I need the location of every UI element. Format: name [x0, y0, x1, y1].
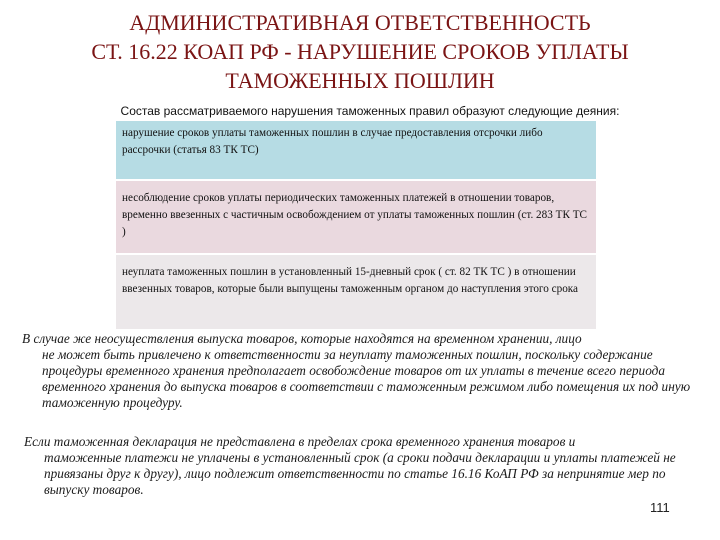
title-line-3: ТАМОЖЕННЫХ ПОШЛИН: [225, 68, 495, 93]
page-number: 111: [650, 500, 670, 515]
paragraph-declaration: [24, 434, 700, 498]
violation-text-2: несоблюдение сроков уплаты периодических таможенных платежей в отношении товаров, временно ввезенных с частичным освобождением от уплаты таможенных пошлин (ст. 283 ТК ТС ): [122, 192, 588, 238]
paragraph-temporary-storage: [22, 331, 698, 411]
violation-text-3: неуплата таможенных пошлин в установленный 15-дневный срок ( ст. 82 ТК ТС ) в отношении ввезенных товаров, которые были выпущены таможенным органом до наступления этого срока: [122, 266, 579, 295]
paragraph-1-body: не может быть привлечено к ответственности за неуплату таможенных пошлин, поскольку содержание процедуры временного хранения предполагает освобождение товаров от их уплаты в течение всего периода временного хранения до выпуска товаров в соответствии с таможенным режимом либо помещения их под иную таможенную процедуру.: [42, 347, 691, 411]
paragraph-1-first-line: В случае же неосуществления выпуска товаров, которые находятся на временном хранении, лицо: [22, 331, 582, 346]
violation-text-1: нарушение сроков уплаты таможенных пошлин в случае предоставления отсрочки либо рассрочки (статья 83 ТК ТС): [122, 127, 543, 156]
violation-box-1: [116, 121, 596, 179]
paragraph-2-body: таможенные платежи не уплачены в установленный срок (а сроки подачи декларации и уплаты платежей не привязаны друг к другу), лицо подлежит ответственности по статье 16.16 КоАП РФ за непринятие мер по выпуску товаров.: [44, 450, 676, 498]
title-line-1: АДМИНИСТРАТИВНАЯ ОТВЕТСТВЕННОСТЬ: [129, 10, 591, 35]
violation-box-2: [116, 181, 596, 253]
violation-box-3: [116, 255, 596, 329]
title-line-2: СТ. 16.22 КОАП РФ - НАРУШЕНИЕ СРОКОВ УПЛАТЫ: [91, 39, 629, 64]
page-title: [20, 8, 700, 95]
subtitle: Состав рассматриваемого нарушения таможенных правил образуют следующие деяния:: [120, 104, 620, 118]
paragraph-2-first-line: Если таможенная декларация не представлена в пределах срока временного хранения товаров и: [24, 434, 576, 449]
